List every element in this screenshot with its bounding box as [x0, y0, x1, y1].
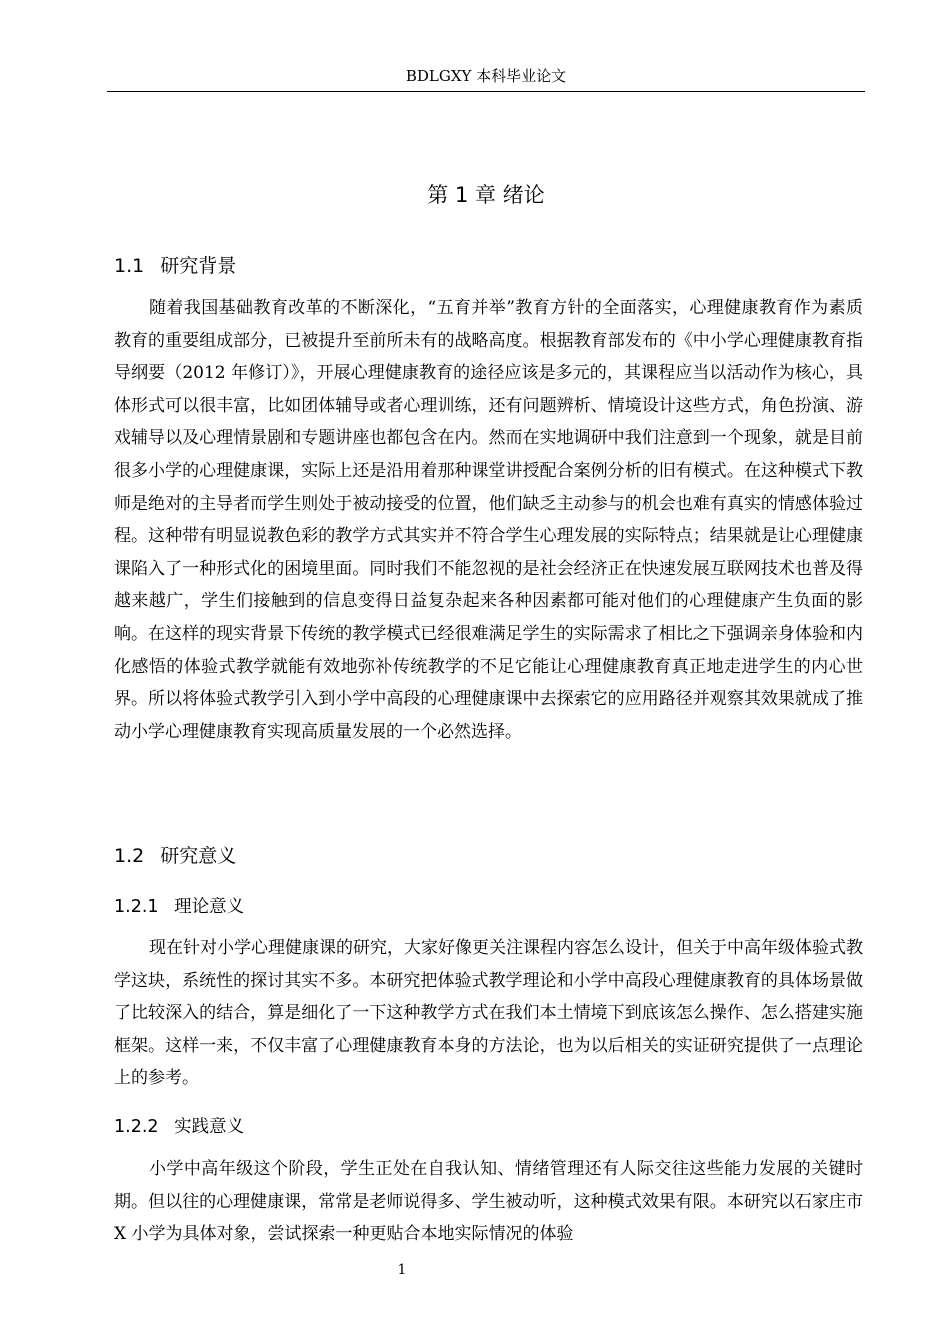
section-heading-1-1: [114, 252, 236, 280]
paragraph-research-background: 随着我国基础教育改革的不断深化，“五育并举”教育方针的全面落实，心理健康教育作为素质教育的重要组成部分，已被提升至前所未有的战略高度。根据教育部发布的《中小学心理健康教育指导纲要（2012 年修订）》，开展心理健康教育的途径应该是多元的，其课程应当以活动作为核心，具体形式可以很丰富，比如团体辅导或者心理训练，还有问题辨析、情境设计这些方式，角色扮演、游戏辅导以及心理情景剧和专题讲座也都包含在内。然而在实地调研中我们注意到一个现象，就是目前很多小学的心理健康课，实际上还是沿用着那种课堂讲授配合案例分析的旧有模式。在这种模式下教师是绝对的主导者而学生则处于被动接受的位置，他们缺乏主动参与的机会也难有真实的情感体验过程。这种带有明显说教色彩的教学方式其实并不符合学生心理发展的实际特点；结果就是让心理健康课陷入了一种形式化的困境里面。同时我们不能忽视的是社会经济正在快速发展互联网技术也普及得越来越广，学生们接触到的信息变得日益复杂起来各种因素都可能对他们的心理健康产生负面的影响。在这样的现实背景下传统的教学模式已经很难满足学生的实际需求了相比之下强调亲身体验和内化感悟的体验式教学就能有效地弥补传统教学的不足它能让心理健康教育真正地走进学生的内心世界。所以将体验式教学引入到小学中高段的心理健康课中去探索它的应用路径并观察其效果就成了推动小学心理健康教育实现高质量发展的一个必然选择。: [114, 298, 863, 742]
subsection-title: 实践意义: [174, 1117, 245, 1137]
subsection-number: 1.2.2: [114, 1117, 159, 1137]
running-header: BDLGXY 本科毕业论文: [405, 67, 567, 85]
subsection-heading-1-2-1: [114, 894, 244, 920]
subsection-heading-1-2-2: [114, 1114, 244, 1140]
section-title: 研究背景: [160, 255, 237, 277]
paragraph-theoretical-significance: 现在针对小学心理健康课的研究，大家好像更关注课程内容怎么设计，但关于中高年级体验式教学这块，系统性的探讨其实不多。本研究把体验式教学理论和小学中高段心理健康教育的具体场景做了比较深入的结合，算是细化了一下这种教学方式在我们本土情境下到底该怎么操作、怎么搭建实施框架。这样一来，不仅丰富了心理健康教育本身的方法论，也为以后相关的实证研究提供了一点理论上的参考。: [114, 938, 863, 1089]
header-rule: [107, 91, 865, 92]
section-title: 研究意义: [160, 845, 237, 867]
section-number: 1.2: [114, 845, 145, 867]
page-number: 1: [397, 1262, 407, 1278]
paragraph-practical-significance: 小学中高年级这个阶段，学生正处在自我认知、情绪管理还有人际交往这些能力发展的关键时期。但以往的心理健康课，常常是老师说得多、学生被动听，这种模式效果有限。本研究以石家庄市 X 小学为具体对象，尝试探索一种更贴合本地实际情况的体验: [114, 1159, 863, 1245]
chapter-title: 第 1 章 绪论: [427, 183, 545, 207]
subsection-title: 理论意义: [174, 897, 245, 917]
section-number: 1.1: [114, 255, 145, 277]
subsection-number: 1.2.1: [114, 897, 159, 917]
section-heading-1-2: [114, 842, 236, 870]
